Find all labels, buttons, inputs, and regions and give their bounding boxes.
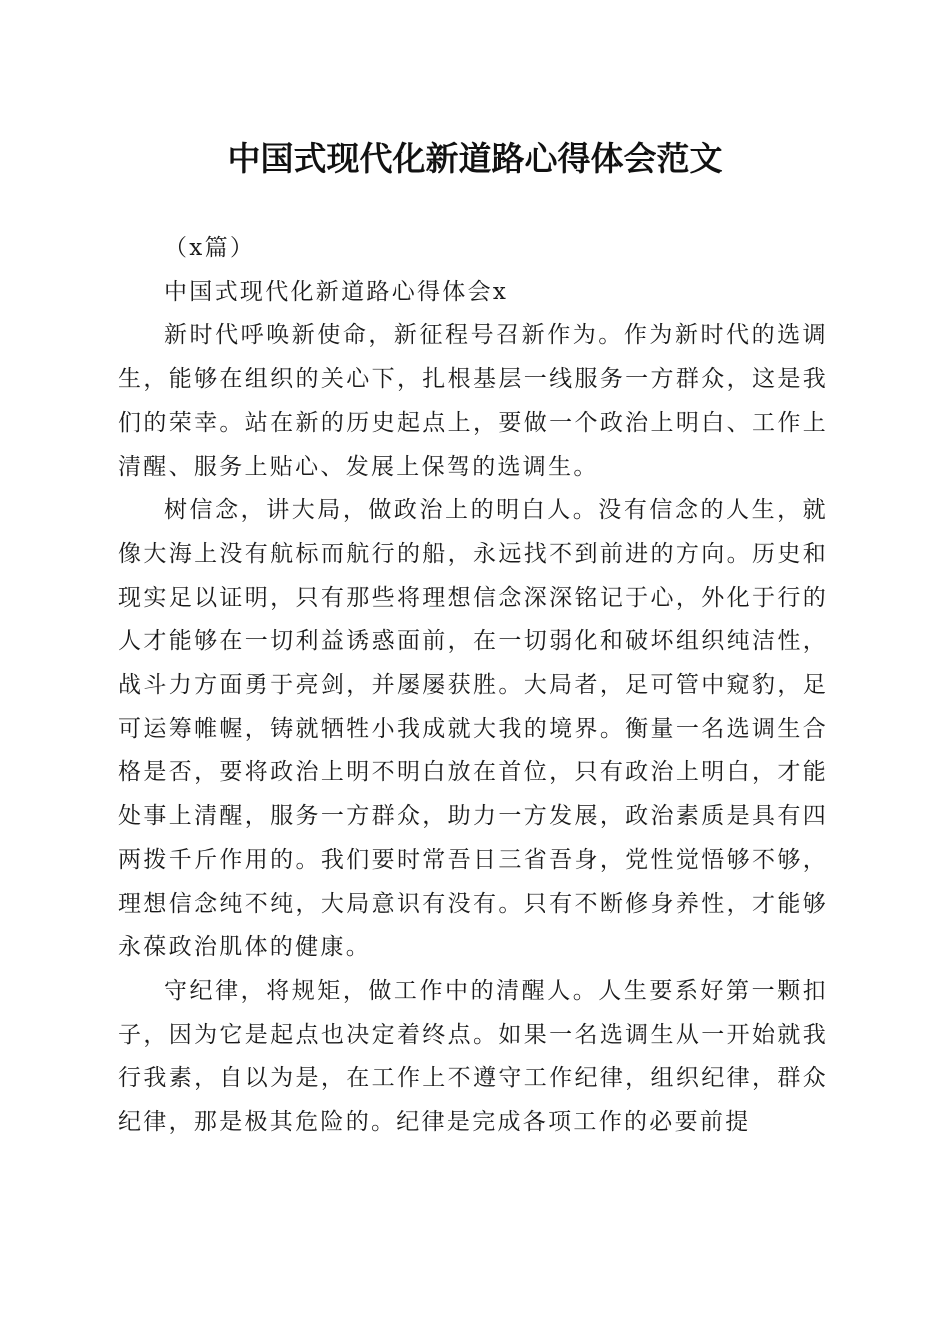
- section-count-paragraph: （x篇）: [164, 235, 256, 261]
- section-heading-paragraph: 中国式现代化新道路心得体会x: [164, 278, 509, 305]
- body-paragraph: 树信念，讲大局，做政治上的明白人。没有信念的人生，就像大海上没有航标而航行的船，永远找不到前进的方向。历史和现实足以证明，只有那些将理想信念深深铭记于心，外化于行的人才能够在一切利益诱惑面前，在一切弱化和破坏组织纯洁性，战斗力方面勇于亮剑，并屡屡获胜。大局者，足可管中窥豹，足可运筹帷幄，铸就牺牲小我成就大我的境界。衡量一名选调生合格是否，要将政治上明不明白放在首位，只有政治上明白，才能处事上清醒，服务一方群众，助力一方发展，政治素质是具有四两拨千斤作用的。我们要时常吾日三省吾身，党性觉悟够不够，理想信念纯不纯，大局意识有没有。只有不断修身养性，才能够永葆政治肌体的健康。: [118, 497, 828, 961]
- body-paragraph: 新时代呼唤新使命，新征程号召新作为。作为新时代的选调生，能够在组织的关心下，扎根基层一线服务一方群众，这是我们的荣幸。站在新的历史起点上，要做一个政治上明白、工作上清醒、服务上贴心、发展上保驾的选调生。: [118, 322, 828, 480]
- body-paragraph: 守纪律，将规矩，做工作中的清醒人。人生要系好第一颗扣子，因为它是起点也决定着终点。如果一名选调生从一开始就我行我素，自以为是，在工作上不遵守工作纪律，组织纪律，群众纪律，那是极其危险的。纪律是完成各项工作的必要前提: [118, 977, 828, 1136]
- document-body: [118, 227, 828, 1145]
- document-title: 中国式现代化新道路心得体会范文: [227, 139, 723, 178]
